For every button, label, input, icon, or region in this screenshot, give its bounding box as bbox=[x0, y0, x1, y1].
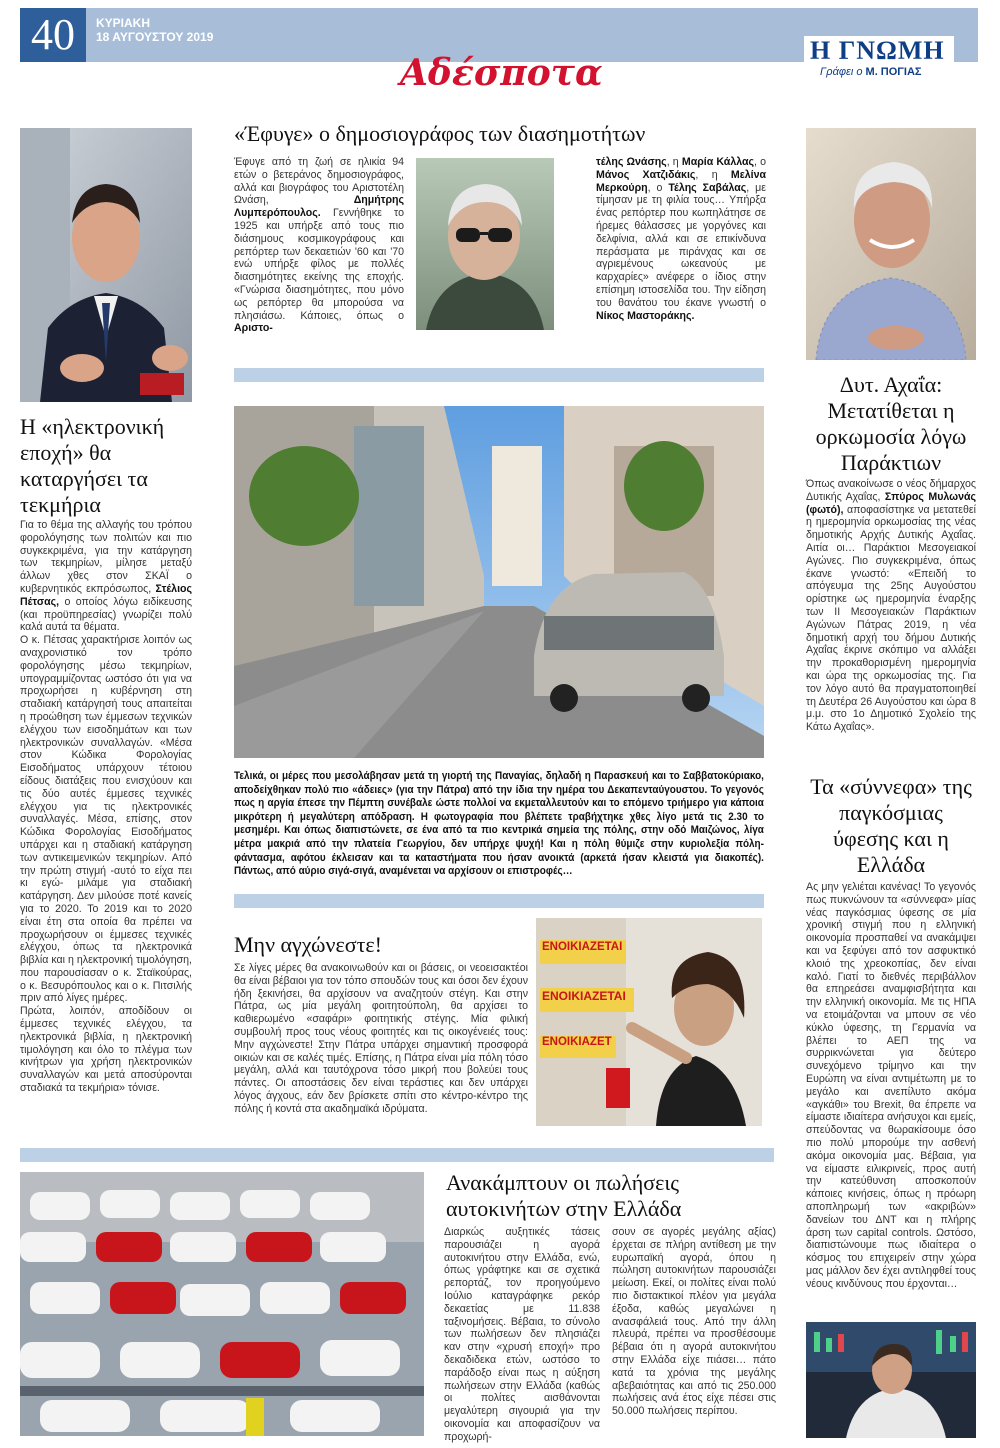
petsas-text: Ο κ. Πέτσας χαρακτήρισε λοιπόν ως αναχρονιστικό τον τρόπο φορολόγησης μέσω τεκμηρίων, υπογραμμίζοντας ωστόσο ότι για να προχωρήσει η κυβέρνηση στη σταδιακή κατάργησή τους απαιτείται η προώθηση των έμμεσων τεχνικών ελέγχου των εισοδημάτων και των ηλεκτρονικών συναλλαγών. «Μέσα στον Κώδικα Φορολογίας Εισοδήματος υπάρχουν τέτοιου είδους διατάξεις που ενισχύουν και τις δύο αυτές έμμεσες τεχνικές ελέγχου για τις ηλεκτρονικές συναλλαγές. Μέσα, επίσης, στον Κώδικα Φορολογίας Εισοδήματος υπάρχει και η σταδιακή κατάργηση των αντικειμενικών τεκμηρίων. Από την πρώτη στιγμή -αυτό το είχα πει κι εγώ- μιλάμε για σταδιακή κατάργηση. Δεν μιλούσε ποτέ κανείς για το 2020. Το 2019 και το 2020 είναι έτη στα οποία θα πρέπει να προχωρήσουν οι έμμεσες τεχνικές ελέγχου, όπως τα ηλεκτρονικά βιβλία και η ηλεκτρονική τιμολόγηση, που παρουσίασαν ο κ. Σταϊκούρας, ο κ. Βεσυρόπουλος και ο κ. Πιτσιλής πριν από λίγες ημέρες. bbox=[20, 634, 192, 1005]
cars-photo bbox=[20, 1172, 424, 1436]
journalist-text: , η bbox=[695, 168, 731, 181]
oath-text: Όπως ανακοίνωσε ο νέος δήμαρχος Δυτικής Αχαΐας, bbox=[806, 478, 976, 503]
oath-name: Σπύρος Μυλωνάς (φωτό), bbox=[806, 490, 976, 516]
trader-photo bbox=[806, 1322, 976, 1438]
byline-author: Μ. ΠΟΓΙΑΣ bbox=[865, 66, 922, 78]
issue-date bbox=[96, 16, 213, 44]
column-byline bbox=[820, 66, 922, 78]
street-photo bbox=[234, 406, 764, 758]
rent-sign: ΕΝΟΙΚΙΑΖΕΤ bbox=[542, 1036, 612, 1048]
cars-headline: Ανακάμπτουν οι πωλήσεις αυτοκινήτων στην Ελλάδα bbox=[446, 1170, 682, 1221]
petsas-name: Στέλιος Πέτσας, bbox=[20, 582, 192, 608]
issue-date-text: 18 ΑΥΓΟΥΣΤΟΥ 2019 bbox=[96, 30, 214, 44]
students-headline: Μην αγχώνεστε! bbox=[234, 932, 382, 957]
journalist-headline: «Έφυγε» ο δημοσιογράφος των διασημοτήτων bbox=[234, 121, 646, 146]
newspaper-logo: Η ΓΝΩΜΗ bbox=[810, 36, 945, 65]
journalist-text: , με τίμησαν με τη φιλία τους… Υπήρξα ένας ρεπόρτερ που κωπηλάτησε σε ήρεμες θάλασσες με γοργόνες και δελφίνια, αλλά και σε επικίνδυνα περάσματα με πιράνχας και σε αγριεμένους ωκεανούς με καρχαρίες» ανέφερε ο ίδιος στην επίσημη ιστοσελίδα του. Την είδηση του θανάτου του έκανε γνωστή ο bbox=[596, 181, 766, 309]
street-caption: Τελικά, οι μέρες που μεσολάβησαν μετά τη γιορτή της Παναγίας, δηλαδή η Παρασκευή και το Σαββατοκύριακο, αποδείχθηκαν πολύ πιο «άδειες» (για την Πάτρα) από την ίδια την ημέρα του Δεκαπενταύγουστου. Το γεγονός πως η αργία έπεσε την Πέμπτη συνέβαλε ώστε πολλοί να εκμεταλλευτούν και το επόμενο τριήμερο για κάποια μικρότερη ή μεγαλύτερη απόδραση. Η φωτογραφία που βλέπετε τραβήχτηκε χθες λίγο μετά τις 2.30 το μεσημέρι. Και όπως διαπιστώνετε, σε ένα από τα πιο κεντρικά σημεία της πόλης, στην οδό Μαιζώνος, λίγα μέτρα μακριά από την πλατεία Γεωργίου, δεν υπήρχε ψυχή! Και η πόλη θύμιζε στην κυριολεξία πόλη-φάντασμα, αφότου έκλεισαν και τα καταστήματα που ήσαν ανοικτά (αρκετά ήσαν κλειστά για διακοπές). Πάντως, από αύριο σιγά-σιγά, αναμένεται να αρχίσουν οι επιστροφές… bbox=[234, 770, 764, 878]
journalist-photo bbox=[416, 158, 554, 330]
journalist-col2 bbox=[596, 156, 766, 322]
journalist-name: Νίκος Μαστοράκης. bbox=[596, 309, 695, 322]
page-number: 40 bbox=[20, 8, 86, 62]
oath-headline: Δυτ. Αχαΐα: Μετατίθεται η ορκωμοσία λόγω Παράκτιων bbox=[815, 372, 967, 475]
divider-rule bbox=[20, 1148, 774, 1162]
petsas-text: Πρώτα, λοιπόν, αποδίδουν οι έμμεσες τεχνικές ελέγχου, τα ηλεκτρονικά βιβλία, η ηλεκτρονική τιμολόγηση και όλο το πλέγμα των κινήτρων για χρήση ηλεκτρονικών συναλλαγών και μετά αποσύρονται σταδιακά τα τεκμήρια» τόνισε. bbox=[20, 1005, 192, 1095]
divider-rule bbox=[234, 894, 764, 908]
oath-body bbox=[806, 478, 976, 734]
journalist-name: Τέλης Σαβάλας bbox=[668, 181, 747, 194]
cars-col1: Διαρκώς αυξητικές τάσεις παρουσιάζει η αγορά αυτοκινήτου στην Ελλάδα, ενώ, όπως γράφτηκε και σε σχετικά ρεπορτάζ, τον προηγούμενο Ιούλιο καταγράφηκε ρεκόρ δεκαετίας με 11.838 ταξινομήσεις. Βέβαια, το σύνολο των πωλήσεων δεν πλησιάζει καν στην «χρυσή εποχή» προ δεκαδιδεκα ετών, ωστόσο το παράδοξο είναι πως η αύξηση πωλήσεων στην Ελλάδα (καθώς οι πολίτες αισθάνονται μεγαλύτερη σιγουριά για την οικονομία και αποφασίζουν να προχωρή- bbox=[444, 1226, 600, 1443]
students-body: Σε λίγες μέρες θα ανακοινωθούν και οι βάσεις, οι νεοεισακτέοι θα είναι βέβαιοι για τον τόπο σπουδών τους και όσοι δεν έχουν ήδη ξεκινήσει, θα αρχίσουν να αναζητούν στέγη. Και στην Πάτρα, ως μία μεγάλη φοιτητούπολη, θα αρχίσει το καθιερωμένο «σαφάρι» φοιτητικής στέγης. Μία φιλική συμβουλή προς τους νέους φοιτητές και τις οικογένειές τους: Μην αγχώνεστε! Στην Πάτρα υπάρχει σημαντική προσφορά οικιών και σε καλές τιμές. Επίσης, η Πάτρα είναι μία πόλη τόσο μεγάλη, αλλά και ταυτόχρονα τόσο μικρή που βολεύει τους πάντες. Οι αποστάσεις δεν είναι τεράστιες και δεν υπάρχει λόγος άγχους, εάν δεν βρίσκετε σπίτι στο κέντρο-κέντρο της πόλης ή κοντά στα ακαδημαϊκά ιδρύματα. bbox=[234, 962, 528, 1115]
divider-rule bbox=[234, 368, 764, 382]
journalist-name: Δημήτρης Λυμπερόπουλος. bbox=[234, 194, 404, 220]
journalist-text: , ο bbox=[754, 156, 767, 168]
petsas-body bbox=[20, 519, 192, 1095]
section-title: Αδέσποτα bbox=[400, 52, 603, 94]
journalist-text: , ο bbox=[647, 181, 669, 194]
byline-prefix: Γράφει ο bbox=[820, 66, 866, 78]
issue-day: ΚΥΡΙΑΚΗ bbox=[96, 16, 151, 30]
mylonas-photo bbox=[806, 128, 976, 360]
journalist-name: Μαρία Κάλλας bbox=[681, 156, 754, 168]
journalist-name: Μελίνα Μερκούρη bbox=[596, 168, 766, 194]
petsas-photo bbox=[20, 128, 192, 402]
recession-body: Ας μην γελιέται κανένας! Το γεγονός πως πυκνώνουν τα «σύννεφα» μίας νέας παγκόσμιας ύφεσης σε μία χρονική στιγμή που η ελληνική οικονομία προσπαθεί να ανακάμψει και να ξεφύγει από τον ασφυκτικό κλοιό της χρεοκοπίας, δεν είναι καλό. Γιατί το διεθνές περιβάλλον θα επηρεάσει αναμφισβήτητα και την ελληνική οικονομία. Με τις ΗΠΑ να ετοιμάζονται να μπουν σε νέο κύκλο ύφεσης, τη Γερμανία να βλέπει το ΑΕΠ της να συρρικνώνεται για δεύτερο συνεχόμενο τρίμηνο και την Ευρώπη να είναι αντιμέτωπη με το μεγάλο και ανεπίλυτο ακόμα «αγκάθι» του Brexit, θα έπρεπε να είμαστε ιδιαίτερα ανήσυχοι και εμείς, σπεύδοντας να θωρακίσουμε όσο πιο πολύ μπορούμε την ασθενή ακόμα οικονομία μας. Βέβαια, για να είμαστε ειλικρινείς, προς αυτή την κατεύθυνση αποσκοπούν κάποιες κινήσεις, όπως η πρόωρη αποπληρωμή των «ακριβών» δανείων του ΔΝΤ και η πλήρης άρση των capital controls. Ωστόσο, διαπιστώνουμε πως ιδιαίτερα ο κόσμος του επιχειρείν στην χώρα μας μάλλον δεν έχει αντιληφθεί τους νέους κινδύνους που έρχονται… bbox=[806, 881, 976, 1290]
petsas-headline: Η «ηλεκτρονική εποχή» θα καταργήσει τα τεκμήρια bbox=[20, 414, 165, 517]
cars-col2: σουν σε αγορές μεγάλης αξίας) έρχεται σε πλήρη αντίθεση με την ευρωπαϊκή αγορά, όπου η πώληση αυτοκινήτων παρουσιάζει μείωση. Εκεί, οι πολίτες είναι πολύ πιο διστακτικοί πλέον για μεγάλα έξοδα, καθώς μεγαλώνει η ανασφάλειά τους. Από την άλλη πλευρά, πρέπει να προσθέσουμε βέβαια ότι η αγορά αυτοκινήτου στην Ελλάδα είχε πιάσει… πάτο κατά τα χρόνια της μεγάλης αβεβαιότητας και από τις 250.000 πωλήσεις ανά έτος είχε πέσει στις 50.000 πωλήσεις περίπου. bbox=[612, 1226, 776, 1418]
journalist-text: , η bbox=[666, 156, 682, 168]
recession-headline: Τα «σύννεφα» της παγκόσμιας ύφεσης και η Ελλάδα bbox=[810, 774, 972, 877]
petsas-text: Για το θέμα της αλλαγής του τρόπου φορολόγησης των πολιτών και πιο συγκεκριμένα, για την κατάργηση των τεκμηρίων, μίλησε μεταξύ άλλων χθες στον ΣΚΑΪ ο κυβερνητικός εκπρόσωπος, bbox=[20, 519, 192, 595]
rent-sign: ΕΝΟΙΚΙΑΖΕΤΑΙ bbox=[542, 989, 626, 1003]
rent-sign: ΕΝΟΙΚΙΑΖΕΤΑΙ bbox=[542, 941, 623, 953]
journalist-col1 bbox=[234, 156, 404, 335]
journalist-name: τέλης Ωνάσης bbox=[596, 156, 667, 168]
journalist-text: Έφυγε από τη ζωή σε ηλικία 94 ετών ο βετεράνος δημοσιογράφος, αλλά και βιογράφος του Αριστοτέλη Ωνάση, bbox=[234, 156, 404, 207]
journalist-name: Αριστο- bbox=[234, 322, 273, 335]
journalist-text: Γεννήθηκε το 1925 και υπήρξε από τους πιο διάσημους κοσμικογράφους και ρεπόρτερ των δεκαετιών '60 και '70 ενώ υπήρξε φίλος με πολλές διασημότητες εκείνης της εποχής. «Γνώρισα διασημότητες, που μόνο ως ρεπόρτερ θα μπορούσα να πλησιάσω. Κάποιες, όπως ο bbox=[234, 207, 404, 322]
journalist-name: Μάνος Χατζιδάκις bbox=[596, 168, 696, 181]
oath-text: αποφασίστηκε να μετατεθεί η ημερομηνία ορκωμοσίας της νέας δημοτικής Αρχής Δυτικής Αχαΐας. Αιτία οι… Παράκτιοι Μεσογειακοί Αγώνες. Πιο συγκεκριμένα, όπως έκανε γνωστό: «Επειδή το απόγευμα της 25ης Αυγούστου ορίστηκε ως ημερομηνία έναρξης των ΙΙ Μεσογειακών Παράκτιων Αγώνων Πάτρας 2019, η νέα δημοτική αρχή του δήμου Δυτικής Αχαΐας έκρινε σκόπιμο να αλλάξει την προκαθορισμένη ημερομηνία και ώρα της ορκωμοσίας της. Για τον λόγο αυτό θα πραγματοποιηθεί τη Δευτέρα 26 Αυγούστου και ώρα 8 μ.μ. στο 1ο Δημοτικό Σχολείο της Κάτω Αχαΐας». bbox=[806, 503, 976, 734]
petsas-text: ο οποίος λόγω ειδίκευσης (και προϋπηρεσίας) γνωρίζει πολύ καλά αυτά τα θέματα. bbox=[20, 595, 192, 634]
